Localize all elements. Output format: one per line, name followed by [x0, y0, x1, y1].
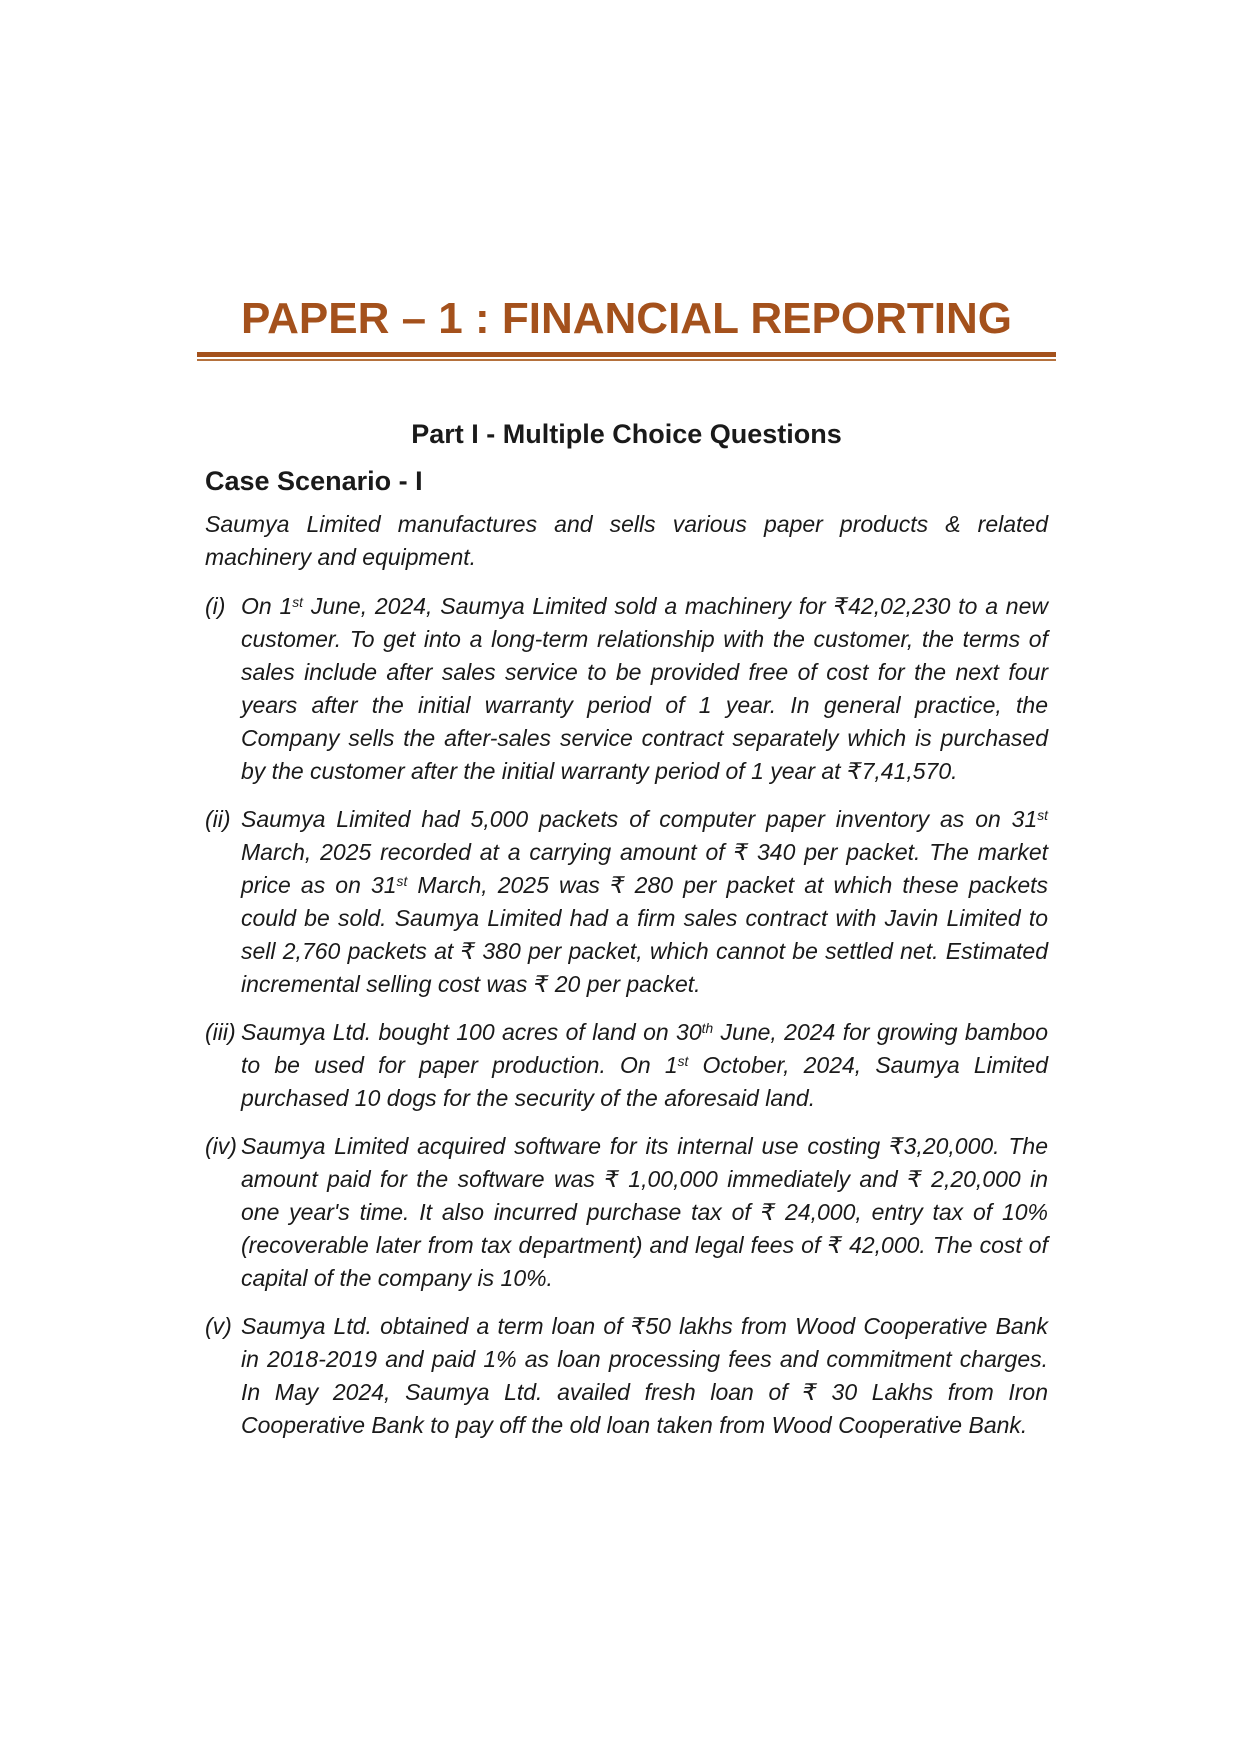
item-marker: (v) — [205, 1313, 232, 1339]
scenario-item — [205, 1016, 1048, 1115]
title-rule — [205, 352, 1048, 361]
paper-title: PAPER – 1 : FINANCIAL REPORTING — [241, 294, 1012, 343]
title-rule-thin — [197, 359, 1056, 361]
scenario-item — [205, 803, 1048, 1001]
scenario-item — [205, 1310, 1048, 1442]
item-text: On 1st June, 2024, Saumya Limited sold a machinery for ₹42,02,230 to a new customer. To get into a long-term relationship with the customer, the terms of sales include after sales service to be provided free of cost for the next four years after the initial warranty period of 1 year. In general practice, the Company sells the after-sales service contract separately which is purchased by the customer after the initial warranty period of 1 year at ₹7,41,570. — [241, 593, 1048, 784]
item-text: Saumya Ltd. obtained a term loan of ₹50 lakhs from Wood Cooperative Bank in 2018-2019 and paid 1% as loan processing fees and commitment charges. In May 2024, Saumya Ltd. availed fresh loan of ₹ 30 Lakhs from Iron Cooperative Bank to pay off the old loan taken from Wood Cooperative Bank. — [241, 1313, 1048, 1438]
scenario-item-list — [205, 590, 1048, 1442]
scenario-intro: Saumya Limited manufactures and sells various paper products & related machinery and equipment. — [205, 511, 1048, 570]
item-marker: (iii) — [205, 1019, 236, 1045]
item-text: Saumya Limited acquired software for its internal use costing ₹3,20,000. The amount paid for the software was ₹ 1,00,000 immediately and ₹ 2,20,000 in one year's time. It also incurred purchase tax of ₹ 24,000, entry tax of 10% (recoverable later from tax department) and legal fees of ₹ 42,000. The cost of capital of the company is 10%. — [241, 1133, 1048, 1291]
scenario-item — [205, 590, 1048, 788]
item-text: Saumya Ltd. bought 100 acres of land on 30th June, 2024 for growing bamboo to be used for paper production. On 1st October, 2024, Saumya Limited purchased 10 dogs for the security of the aforesaid land. — [241, 1019, 1049, 1111]
item-marker: (ii) — [205, 806, 231, 832]
item-text: Saumya Limited had 5,000 packets of computer paper inventory as on 31st March, 2025 recorded at a carrying amount of ₹ 340 per packet. The market price as on 31st March, 2025 was ₹ 280 per packet at which these packets could be sold. Saumya Limited had a firm sales contract with Javin Limited to sell 2,760 packets at ₹ 380 per packet, which cannot be settled net. Estimated incremental selling cost was ₹ 20 per packet. — [241, 806, 1048, 997]
item-marker: (i) — [205, 593, 226, 619]
page-content — [205, 0, 1048, 1442]
scenario-item — [205, 1130, 1048, 1295]
scenario-heading: Case Scenario - I — [205, 466, 423, 496]
title-rule-thick — [197, 352, 1056, 357]
part-heading: Part I - Multiple Choice Questions — [411, 419, 842, 449]
item-marker: (iv) — [205, 1133, 237, 1159]
